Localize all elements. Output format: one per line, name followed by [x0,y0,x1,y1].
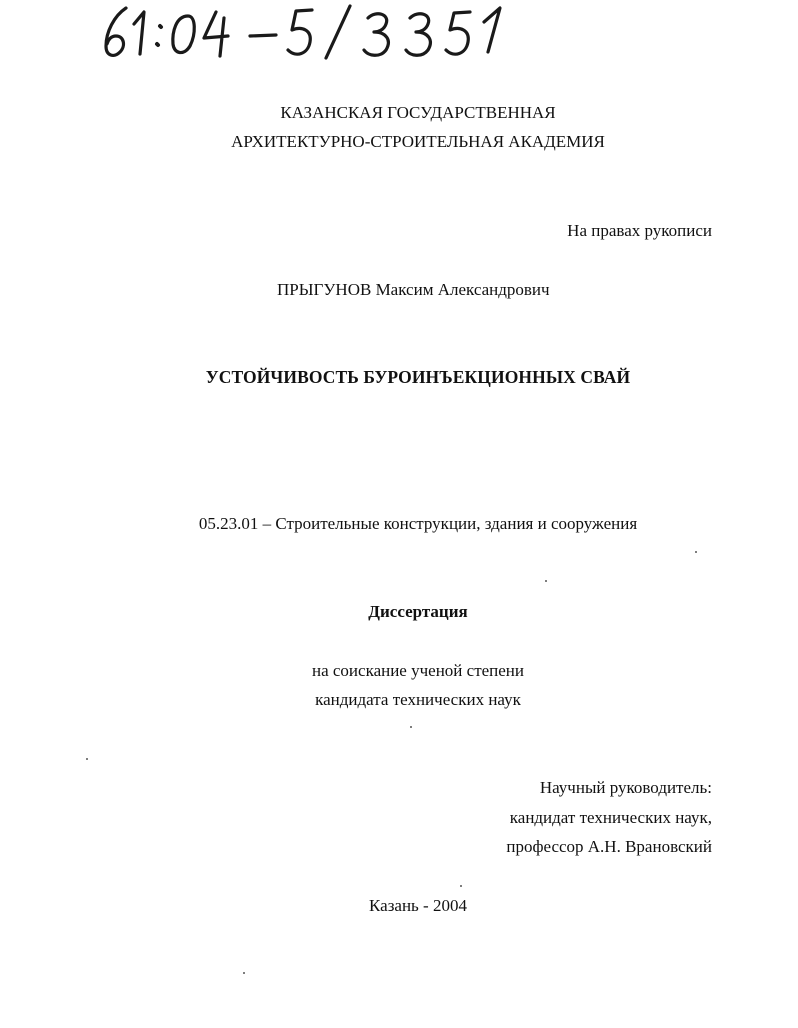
city-year: Казань - 2004 [369,896,467,915]
supervisor-degree: кандидат технических наук, [509,808,712,827]
degree-line-1: на соискание ученой степени [311,661,525,680]
academy-name-line-2: АРХИТЕКТУРНО-СТРОИТЕЛЬНАЯ АКАДЕМИЯ [231,132,605,151]
scan-speck [695,551,697,553]
academy-name-line-1: КАЗАНСКАЯ ГОСУДАРСТВЕННАЯ [280,103,556,122]
document-type: Диссертация [368,602,468,621]
supervisor-name: профессор А.Н. Врановский [506,837,712,856]
manuscript-note: На правах рукописи [567,221,712,240]
author-name: ПРЫГУНОВ Максим Александрович [277,280,550,299]
scan-speck [545,580,547,582]
dissertation-title: УСТОЙЧИВОСТЬ БУРОИНЪЕКЦИОННЫХ СВАЙ [205,367,631,387]
scan-speck [410,726,412,728]
supervisor-label: Научный руководитель: [539,778,712,797]
specialty-code: 05.23.01 – Строительные конструкции, здания и сооружения [198,514,638,533]
handwritten-archive-code [100,2,510,66]
scan-speck [243,972,245,974]
degree-line-2: кандидата технических наук [315,690,521,709]
scan-speck [86,758,88,760]
scan-speck [460,885,462,887]
